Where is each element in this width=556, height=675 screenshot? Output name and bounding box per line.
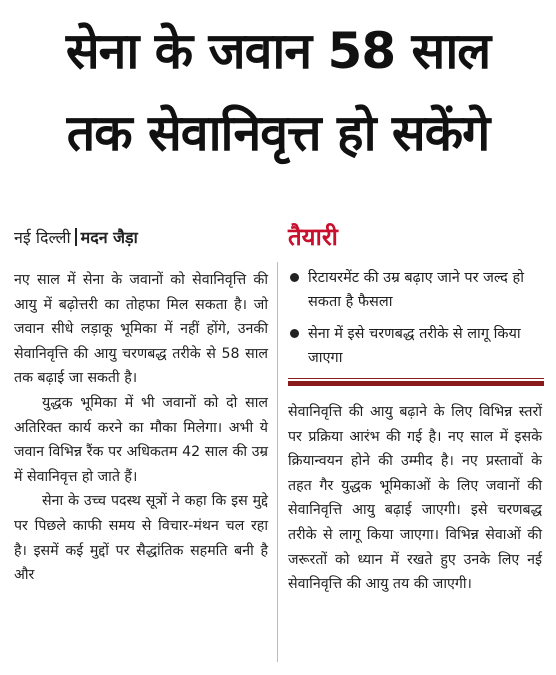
- sidebar-bullet-item: [288, 322, 544, 370]
- byline-author: मदन जैड़ा: [80, 228, 138, 247]
- article-paragraph-1: नए साल में सेना के जवानों को सेवानिवृत्ति की आयु में बढ़ोत्तरी का तोहफा मिल सकता है। जो जवान सीधे लड़ाकू भूमिका में नहीं होंगे, उनकी सेवानिवृत्ति की आयु चरणबद्ध तरीके से 58 साल तक बढ़ाई जा सकती है।: [14, 272, 268, 387]
- byline-place: नई दिल्ली: [14, 228, 71, 247]
- headline: [8, 10, 548, 174]
- sidebar-divider-bar: [288, 381, 544, 386]
- sidebar-title: तैयारी: [288, 223, 338, 251]
- sidebar-bullet-text: रिटायरमेंट की उम्र बढ़ाए जाने पर जल्द हो सकता है फैसला: [308, 270, 524, 310]
- headline-line-2: तक सेवानिवृत्त हो सकेंगे: [66, 104, 490, 162]
- article-paragraph-3: सेना के उच्च पदस्थ सूत्रों ने कहा कि इस मुद्दे पर पिछले काफी समय से विचार-मंथन चल रहा है। इसमें कई मुद्दों पर सैद्धांतिक सहमति बनी है और: [14, 493, 268, 584]
- headline-line-1: सेना के जवान 58 साल: [65, 22, 491, 80]
- byline-separator: [75, 228, 77, 246]
- article-paragraph-2: युद्धक भूमिका में भी जवानों को दो साल अतिरिक्त कार्य करने का मौका मिलेगा। अभी ये जवान विभिन्न रैंक पर अधिकतम 42 साल की उम्र में सेवानिवृत्त हो जाते हैं।: [14, 394, 268, 485]
- bullet-dot-icon: [290, 273, 299, 282]
- column-divider: [277, 262, 278, 662]
- byline: [14, 226, 138, 248]
- article-left-column: [14, 268, 268, 588]
- article-right-column: [288, 400, 542, 597]
- article-paragraph-4: सेवानिवृत्ति की आयु बढ़ाने के लिए विभिन्न स्तरों पर प्रक्रिया आरंभ की गई है। नए साल में इसके क्रियान्वयन होने की उम्मीद है। नए प्रस्तावों के तहत गैर युद्धक भूमिकाओं के लिए जवानों की सेवानिवृत्ति आयु बढ़ाई जाएगी। इसे चरणबद्ध तरीके से लागू किया जाएगा। विभिन्न सेवाओं की जरूरतों को ध्यान में रखते हुए उनके लिए नई सेवानिवृत्ति की आयु तय की जाएगी।: [288, 404, 542, 593]
- sidebar-bullet-text: सेना में इसे चरणबद्ध तरीके से लागू किया जाएगा: [308, 326, 521, 366]
- bullet-dot-icon: [290, 329, 299, 338]
- sidebar-bullet-list: [288, 266, 544, 378]
- sidebar-bullet-item: [288, 266, 544, 314]
